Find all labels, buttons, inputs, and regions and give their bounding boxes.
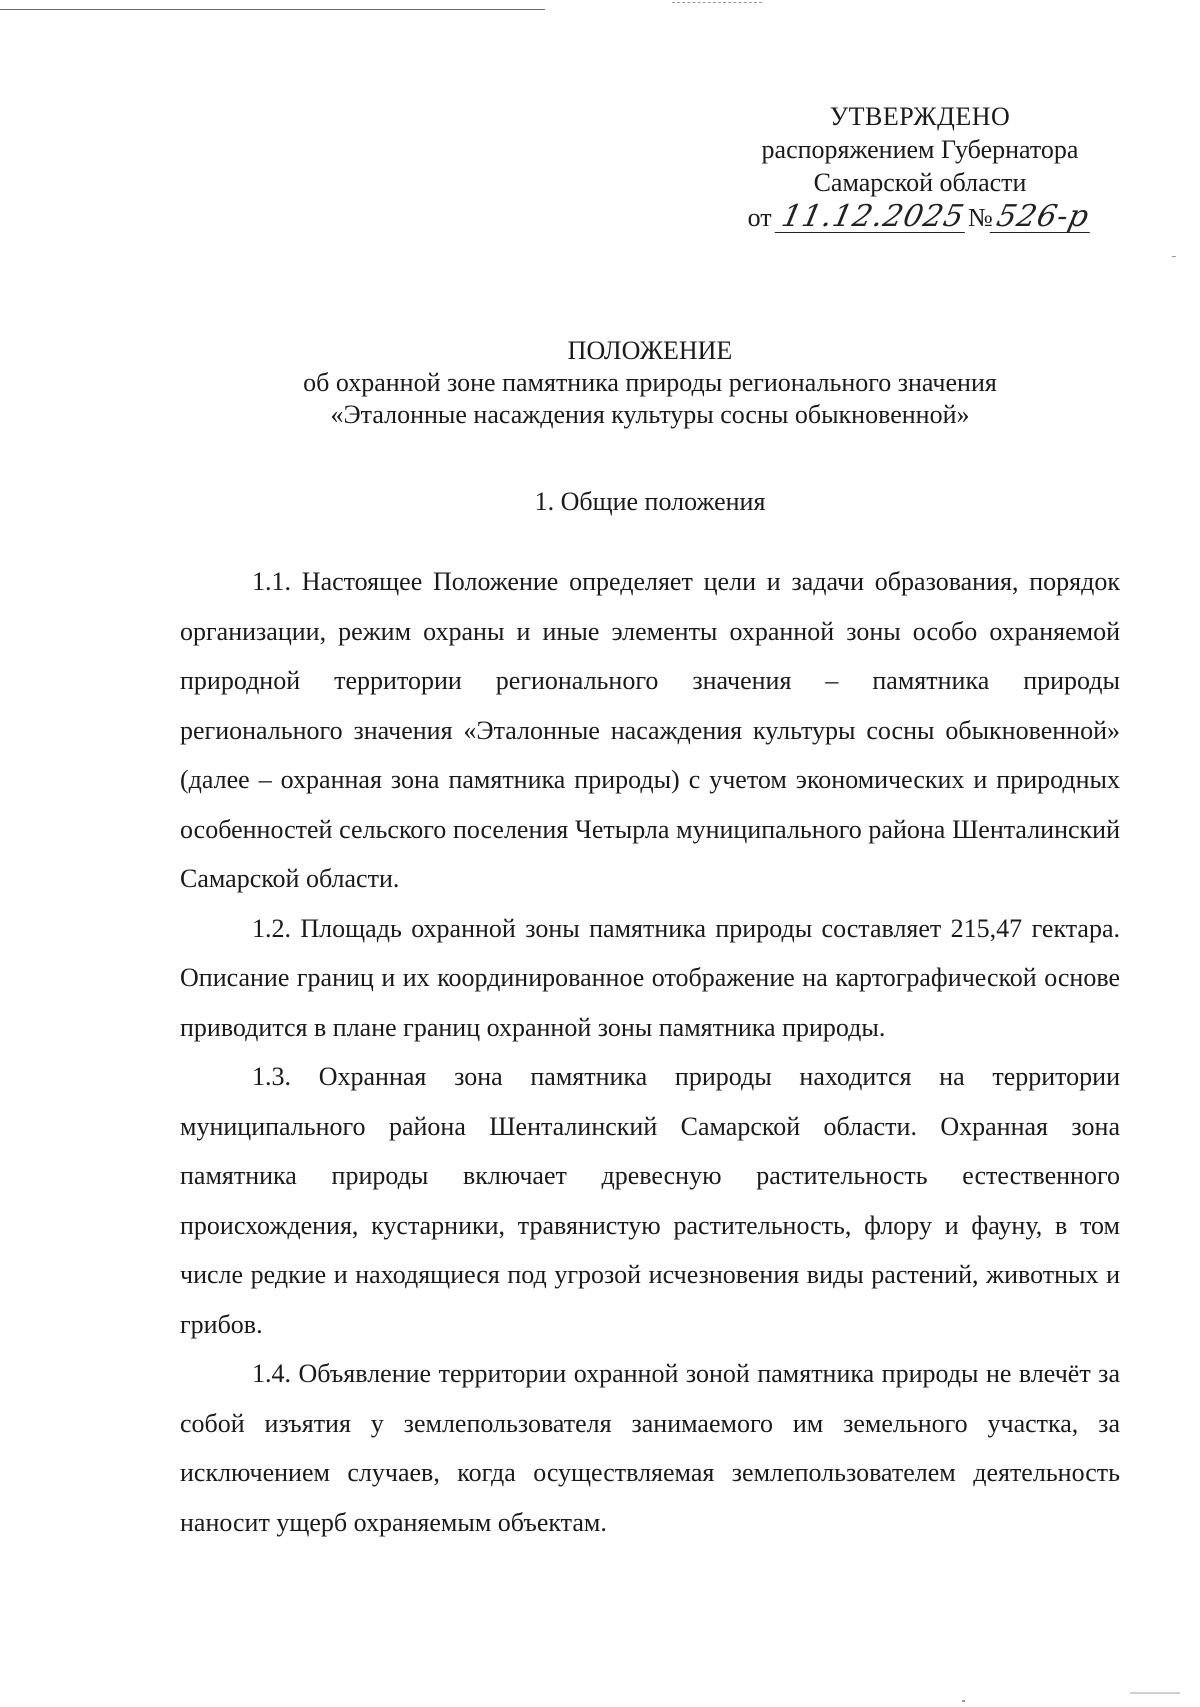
scan-speck <box>962 1700 965 1702</box>
approval-heading: УТВЕРЖДЕНО <box>829 102 1011 131</box>
paragraph-1-2: 1.2. Площадь охранной зоны памятника природы составляет 215,47 гектара. Описание границ и их координированное отображение на картографической основе приводится в плане границ охранной зоны памятника природы. <box>180 913 1120 1042</box>
document-subtitle-1: об охранной зоне памятника природы регионального значения <box>303 368 997 397</box>
handwritten-number: 526-р <box>989 202 1095 233</box>
section-body <box>180 557 1120 1547</box>
approval-block <box>720 100 1120 234</box>
approval-date-line <box>720 201 1120 234</box>
paragraph-1-4: 1.4. Объявление территории охранной зоной памятника природы не влечёт за собой изъятия у землепользователя занимаемого им земельного участка, за исключением случаев, когда осуществляемая землепользователем деятельность наносит ущерб охраняемым объектам. <box>180 1359 1120 1537</box>
approval-line-2: Самарской области <box>813 168 1027 197</box>
document-title: ПОЛОЖЕНИЕ <box>567 336 733 365</box>
approval-line-1: распоряжением Губернатора <box>761 135 1079 164</box>
number-sign: № <box>967 203 993 232</box>
scan-edge-line <box>0 9 545 10</box>
scan-speck <box>1172 256 1176 257</box>
handwritten-date: 11.12.2025 <box>775 202 971 233</box>
paragraph-1-3: 1.3. Охранная зона памятника природы находится на территории муниципального района Шенталинский Самарской области. Охранная зона памятника природы включает древесную растительность естественного происхождения, кустарники, травянистую растительность, флору и фауну, в том числе редкие и находящиеся под угрозой исчезновения виды растений, животных и грибов. <box>180 1062 1120 1339</box>
section-title: 1. Общие положения <box>534 487 766 516</box>
date-prefix: от <box>747 203 772 232</box>
scan-speck <box>1130 1692 1180 1694</box>
document-subtitle-2: «Эталонные насаждения культуры сосны обыкновенной» <box>330 400 970 429</box>
scan-artifact <box>672 2 762 7</box>
paragraph-1-1: 1.1. Настоящее Положение определяет цели и задачи образования, порядок организации, режим охраны и иные элементы охранной зоны особо охраняемой природной территории регионального значения – памятника природы регионального значения «Эталонные насаждения культуры сосны обыкновенной» (далее – охранная зона памятника природы) с учетом экономических и природных особенностей сельского поселения Четырла муниципального района Шенталинский Самарской области. <box>180 567 1120 893</box>
document-title-block <box>180 335 1120 431</box>
